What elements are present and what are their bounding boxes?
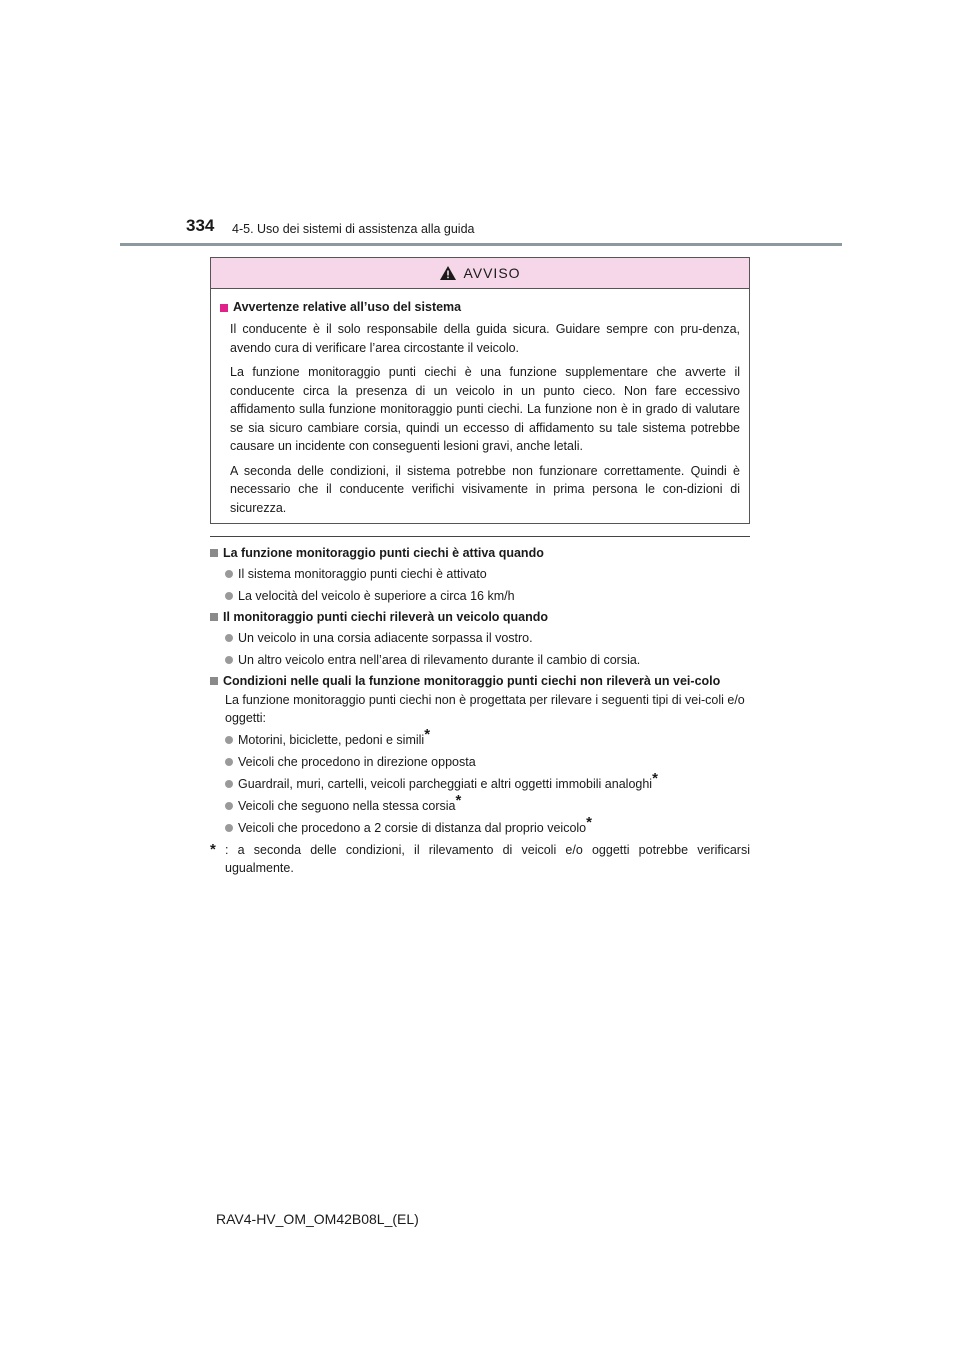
- warning-paragraph: A seconda delle condizioni, il sistema potrebbe non funzionare correttamente. Quindi è necessario che il conducente verifichi visivamente in prima persona le con-dizioni di sicurezza.: [230, 463, 740, 515]
- header-rule: [120, 243, 842, 246]
- bullet-dot-icon: [225, 802, 233, 810]
- asterisk-mark: *: [424, 725, 431, 743]
- list-item-text: Veicoli che procedono a 2 corsie di distanza dal proprio veicolo*: [238, 813, 592, 835]
- asterisk-mark: *: [652, 769, 658, 787]
- warning-paragraph: La funzione monitoraggio punti ciechi è una funzione supplementare che avverte il conducente circa la presenza di un veicolo in un punto cieco. Non fare eccessivo affidamento sulla funzione monitoraggio punti ciechi. La funzione non è in grado di valutare se sia sicuro cambiare corsia, quindi un eccesso di affidamento su tale sistema potrebbe causare un incidente con conseguenti lesioni gravi, anche letali.: [230, 365, 740, 453]
- pink-square-icon: [220, 304, 228, 312]
- section-heading-text: Il monitoraggio punti ciechi rileverà un veicolo quando: [223, 610, 549, 624]
- list-item: [225, 587, 750, 605]
- warning-header: [211, 258, 749, 289]
- section-heading: [210, 545, 750, 562]
- warning-title: AVVISO: [463, 265, 521, 281]
- list-item-text: Il sistema monitoraggio punti ciechi è attivato: [238, 567, 487, 581]
- list-item: [225, 791, 750, 815]
- list-item: [225, 651, 750, 669]
- list-item: [225, 753, 750, 771]
- bullet-dot-icon: [225, 736, 233, 744]
- bullet-dot-icon: [225, 656, 233, 664]
- asterisk-mark: *: [586, 813, 592, 831]
- list-item: [225, 565, 750, 583]
- list-item: [225, 629, 750, 647]
- list-item-text: Un veicolo in una corsia adiacente sorpassa il vostro.: [238, 631, 533, 645]
- list-item-text: Veicoli che procedono in direzione opposta: [238, 755, 476, 769]
- bullet-dot-icon: [225, 592, 233, 600]
- bullet-dot-icon: [225, 570, 233, 578]
- warning-triangle-icon: [439, 265, 457, 281]
- main-content: [210, 545, 750, 877]
- list-item-text: Guardrail, muri, cartelli, veicoli parcheggiati e altri oggetti immobili analoghi*: [238, 769, 658, 791]
- list-item: [225, 813, 750, 837]
- bullet-dot-icon: [225, 824, 233, 832]
- document-code: RAV4-HV_OM_OM42B08L_(EL): [216, 1211, 419, 1227]
- warning-heading-text: Avvertenze relative all’uso del sistema: [233, 300, 462, 314]
- section-heading: [210, 609, 750, 626]
- section-heading-text: Condizioni nelle quali la funzione monitoraggio punti ciechi non rileverà un vei-colo: [223, 674, 721, 688]
- grey-square-icon: [210, 677, 218, 685]
- warning-body: [211, 289, 749, 517]
- grey-square-icon: [210, 549, 218, 557]
- list-item-text: La velocità del veicolo è superiore a circa 16 km/h: [238, 589, 515, 603]
- footnote-mark: *: [210, 841, 216, 858]
- asterisk-mark: *: [455, 791, 462, 809]
- list-item-text: Motorini, biciclette, pedoni e simili*: [238, 725, 431, 747]
- section-divider: [210, 536, 750, 537]
- warning-box: [210, 257, 750, 524]
- grey-square-icon: [210, 613, 218, 621]
- footnote: [210, 841, 750, 877]
- footnote-text: : a seconda delle condizioni, il rilevamento di veicoli e/o oggetti potrebbe verificarsi ugualmente.: [225, 843, 750, 875]
- list-item: [225, 769, 750, 793]
- list-item-text: Veicoli che seguono nella stessa corsia*: [238, 791, 462, 813]
- bullet-dot-icon: [225, 780, 233, 788]
- bullet-dot-icon: [225, 758, 233, 766]
- warning-heading: [220, 299, 740, 316]
- page-number: 334: [186, 216, 215, 235]
- section-heading: [210, 673, 750, 690]
- list-item-text: Un altro veicolo entra nell’area di rilevamento durante il cambio di corsia.: [238, 653, 641, 667]
- section-title: 4-5. Uso dei sistemi di assistenza alla guida: [232, 222, 475, 236]
- bullet-dot-icon: [225, 634, 233, 642]
- list-item: [225, 725, 750, 749]
- section-intro: La funzione monitoraggio punti ciechi non è progettata per rilevare i seguenti tipi di vei-coli e/o oggetti:: [225, 693, 745, 725]
- section-heading-text: La funzione monitoraggio punti ciechi è attiva quando: [223, 546, 544, 560]
- warning-paragraph: Il conducente è il solo responsabile della guida sicura. Guidare sempre con pru-denza, avendo cura di verificare l’area circostante il veicolo.: [230, 322, 740, 355]
